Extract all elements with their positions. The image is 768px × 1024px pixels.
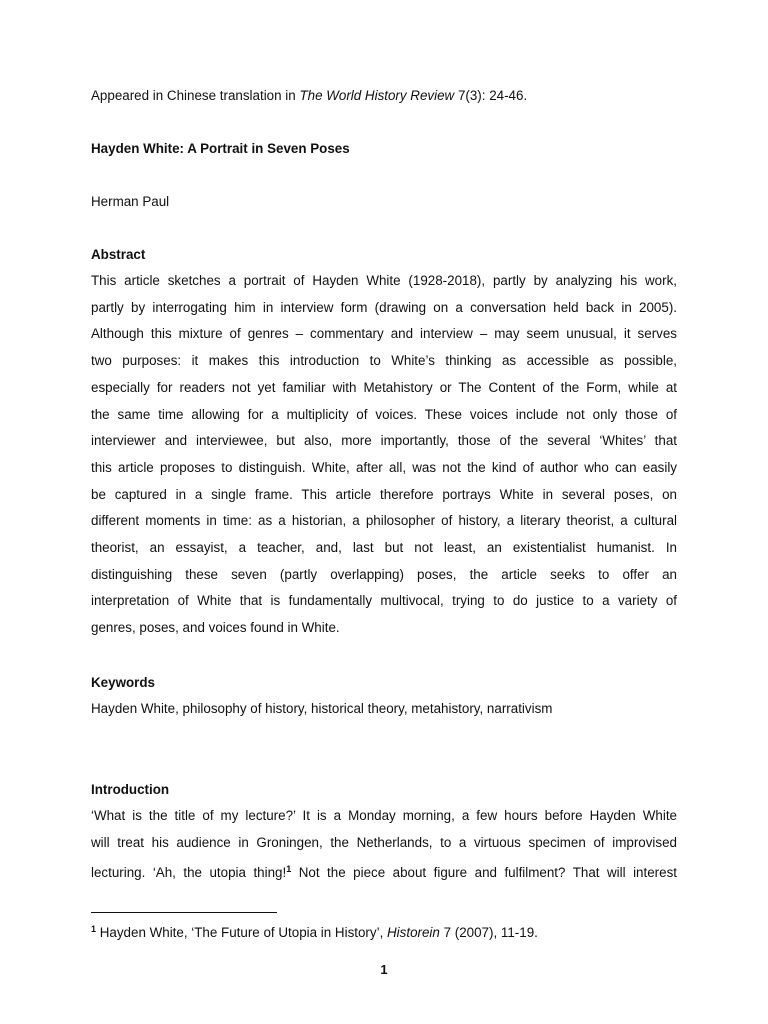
abstract-line: This article sketches a portrait of Hayden White (1928-2018), partly by analyzing his work, (91, 273, 677, 288)
footnote (91, 917, 538, 945)
page-number: 1 (380, 962, 388, 977)
abstract-heading: Abstract (91, 247, 146, 262)
intro-line-text: Not the piece about figure and fulfilment? That will interest (291, 865, 677, 881)
abstract-line: partly by interrogating him in interview form (drawing on a conversation held back in 2005). (91, 299, 677, 315)
abstract-line: genres, poses, and voices found in White. (91, 620, 340, 636)
publication-note-prefix: Appeared in Chinese translation in (91, 88, 300, 103)
abstract-line: different moments in time: as a historian, a philosopher of history, a literary theorist, a cultural (91, 513, 677, 529)
abstract-line: two purposes: it makes this introduction to White’s thinking as accessible as possible, (91, 353, 677, 369)
publication-note-suffix: 7(3): 24-46. (454, 88, 528, 103)
abstract-line: theorist, an essayist, a teacher, and, last but not least, an existentialist humanist. In (91, 540, 677, 556)
footnote-separator (91, 912, 277, 913)
introduction-heading: Introduction (91, 782, 170, 797)
intro-line (91, 856, 677, 887)
abstract-line: interpretation of White that is fundamentally multivocal, trying to do justice to a variety of (91, 593, 677, 609)
abstract-line: the same time allowing for a multiplicity of voices. These voices include not only those of (91, 406, 677, 422)
introduction-body (91, 803, 677, 887)
abstract-line: interviewer and interviewee, but also, more importantly, those of the several ‘Whites’ that (91, 433, 677, 449)
author-name: Herman Paul (91, 194, 170, 209)
intro-line: ‘What is the title of my lecture?’ It is a Monday morning, a few hours before Hayden White (91, 808, 677, 823)
intro-line: will treat his audience in Groningen, the Netherlands, to a virtuous specimen of improvised (91, 834, 677, 850)
abstract-line: Although this mixture of genres – commentary and interview – may seem unusual, it serves (91, 326, 677, 342)
keywords-heading: Keywords (91, 675, 155, 690)
publication-note (91, 83, 677, 110)
keywords-text: Hayden White, philosophy of history, historical theory, metahistory, narrativism (91, 701, 553, 716)
abstract-body (91, 268, 677, 642)
abstract-line: be captured in a single frame. This article therefore portrays White in several poses, on (91, 486, 677, 502)
abstract-line: this article proposes to distinguish. White, after all, was not the kind of author who can easily (91, 459, 677, 475)
footnote-suffix: 7 (2007), 11-19. (439, 925, 538, 940)
journal-title: The World History Review (299, 88, 455, 103)
abstract-line: distinguishing these seven (partly overlapping) poses, the article seeks to offer an (91, 566, 677, 582)
footnote-journal: Historein (387, 925, 440, 940)
article-title: Hayden White: A Portrait in Seven Poses (91, 141, 350, 156)
footnote-ref[interactable]: 1 (286, 864, 292, 875)
footnote-marker: 1 (91, 924, 97, 934)
footnote-prefix: Hayden White, ‘The Future of Utopia in History’, (96, 925, 388, 940)
intro-line-text: lecturing. ‘Ah, the utopia thing! (91, 865, 287, 881)
abstract-line: especially for readers not yet familiar with Metahistory or The Content of the Form, while at (91, 379, 677, 395)
